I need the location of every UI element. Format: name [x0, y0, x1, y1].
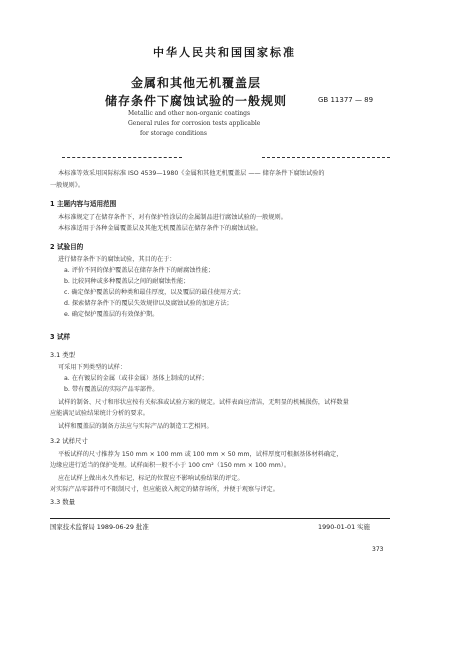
section-3-heading: 3 试样 — [50, 333, 71, 341]
section-3-1-para-2: 应能满足试验结果统计分析的要求。 — [50, 410, 149, 417]
section-2-item-d: d. 探索储存条件下的覆层失效规律以及腐蚀试验的加速方法； — [64, 300, 233, 307]
english-title-line-3: for storage conditions — [140, 130, 207, 137]
section-2-item-b: b. 比较同种或多种覆盖层之间的耐腐蚀性能； — [64, 278, 190, 285]
section-3-2-para-3: 应在试样上做出永久性标记，标记的位置应不影响试验结果的评定。 — [58, 475, 244, 482]
section-3-2-para-2: 边缘应进行适当的保护处理。试样面积一般不小于 100 cm²（150 mm × 100 mm）。 — [50, 462, 291, 469]
section-3-1-item-b: b. 带有覆盖层的实际产品零部件。 — [64, 386, 159, 393]
implementation-date: 1990-01-01 实施 — [318, 523, 370, 531]
title-line-1: 金属和其他无机覆盖层 — [130, 76, 261, 90]
english-title-line-2: General rules for corrosion tests applicable — [128, 120, 261, 127]
section-3-1-lead: 可采用下列类型的试样： — [58, 364, 127, 371]
section-1-line-2: 本标准适用于各种金属覆盖层及其他无机覆盖层在储存条件下的腐蚀试验。 — [58, 225, 263, 232]
section-3-1-heading: 3.1 类型 — [50, 351, 75, 359]
section-1-heading: 1 主题内容与适用范围 — [50, 200, 117, 208]
separator-right — [262, 157, 390, 158]
section-2-item-c: c. 确定保护覆盖层的种类和最佳厚度，以及覆层的最佳使用方式； — [64, 289, 245, 296]
section-2-item-e: e. 确定保护覆盖层的有效保护期。 — [64, 311, 159, 318]
national-standard-header: 中华人民共和国国家标准 — [153, 46, 296, 59]
english-title-line-1: Metallic and other non-organic coatings — [128, 110, 251, 117]
title-line-2: 储存条件下腐蚀试验的一般规则 — [104, 94, 287, 108]
section-3-2-heading: 3.2 试样尺寸 — [50, 437, 88, 445]
section-3-1-para-3: 试样和覆盖层的制备方法应与实际产品的制造工艺相同。 — [58, 423, 213, 430]
section-3-1-para-1: 试样的制备、尺寸和形状应按有关标准或试验方案的规定。试样表面应清洁，无明显的机械损伤，试样数量 — [58, 399, 349, 406]
approval-note: 国家技术监督局 1989-06-29 批准 — [50, 523, 149, 531]
footer-rule — [50, 518, 390, 519]
section-2-item-a: a. 评价不同的保护覆盖层在储存条件下的耐腐蚀性能； — [64, 267, 215, 274]
section-3-1-item-a: a. 在有镀层的金属（或非金属）基体上制成的试样； — [64, 375, 208, 382]
intro-line-2: 一般规则》。 — [50, 182, 85, 189]
section-2-heading: 2 试验目的 — [50, 243, 84, 251]
page-number: 373 — [372, 546, 384, 553]
section-3-2-para-4: 对实际产品零部件可不限制尺寸，但应能放入规定的储存场所，并便于观察与评定。 — [50, 486, 279, 493]
separator-left — [62, 157, 182, 158]
section-1-line-1: 本标准规定了在储存条件下，对有保护性涂层的金属制品进行腐蚀试验的一般规则。 — [58, 214, 287, 221]
standard-number: GB 11377 — 89 — [318, 96, 374, 104]
section-3-3-heading: 3.3 数量 — [50, 498, 75, 506]
section-2-lead: 进行储存条件下的腐蚀试验，其目的在于： — [58, 256, 176, 263]
intro-line-1: 本标准等效采用国际标准 ISO 4539—1980《金属和其他无机覆盖层 —— 储存条件下腐蚀试验的 — [58, 170, 325, 177]
section-3-2-para-1: 平板试样的尺寸推荐为 150 mm × 100 mm 或 100 mm × 50 mm，试样厚度可根据基体材料确定， — [58, 451, 343, 458]
